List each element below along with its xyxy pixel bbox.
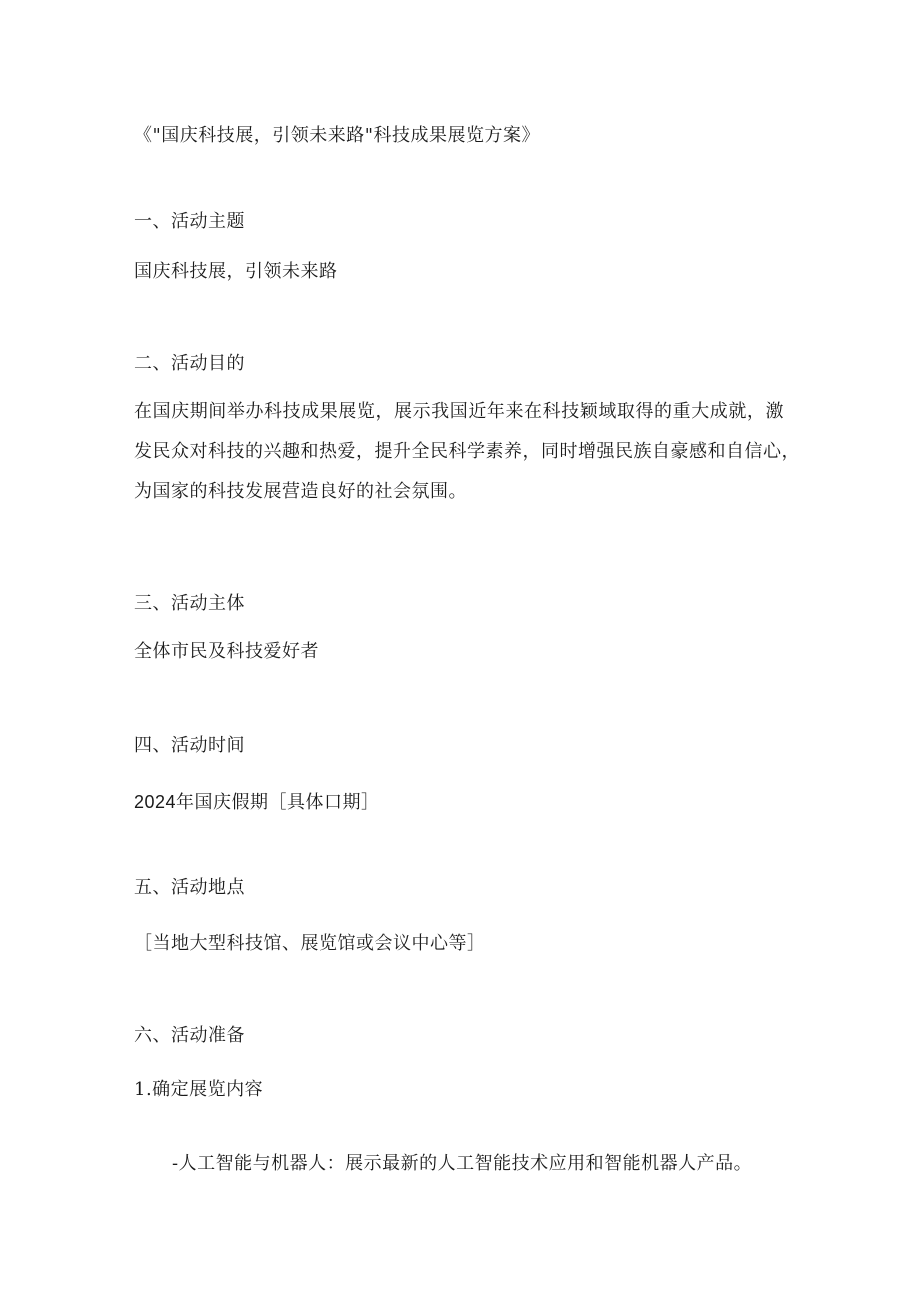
paragraph-line: 在国庆期间举办科技成果展览，展示我国近年来在科技颖域取得的重大成就，激: [134, 401, 784, 422]
subsection-heading-content: 1.确定展览内容: [134, 1079, 264, 1100]
section-paragraph-purpose: [134, 400, 800, 504]
document-title: 《"国庆科技展，引领未来路"科技成果展览方案》: [134, 125, 541, 146]
section-text-participants: 全体市民及科技爱好者: [134, 641, 319, 662]
paragraph-line: 发民众对科技的兴趣和热爱，提升全民科学素养，同时增强民族自豪感和自信心，: [134, 441, 800, 462]
paragraph-line: 为国家的科技发展营造良好的社会氛围。: [134, 481, 467, 502]
section-heading-preparation: 六、活动准备: [134, 1025, 245, 1046]
section-text-theme: 国庆科技展，引领未来路: [134, 261, 338, 282]
section-text-time: 2024年国庆假期［具体口期］: [134, 792, 380, 812]
section-heading-time: 四、活动时间: [134, 735, 245, 756]
section-heading-participants: 三、活动主体: [134, 593, 245, 614]
section-heading-theme: 一、活动主题: [134, 211, 245, 232]
section-heading-location: 五、活动地点: [134, 877, 245, 898]
section-heading-purpose: 二、活动目的: [134, 353, 245, 374]
bullet-item-ai-robotics: -人工智能与机器人：展示最新的人工智能技术应用和智能机器人产品。: [172, 1153, 753, 1174]
section-text-location: ［当地大型科技馆、展览馆或会议中心等］: [134, 933, 486, 954]
